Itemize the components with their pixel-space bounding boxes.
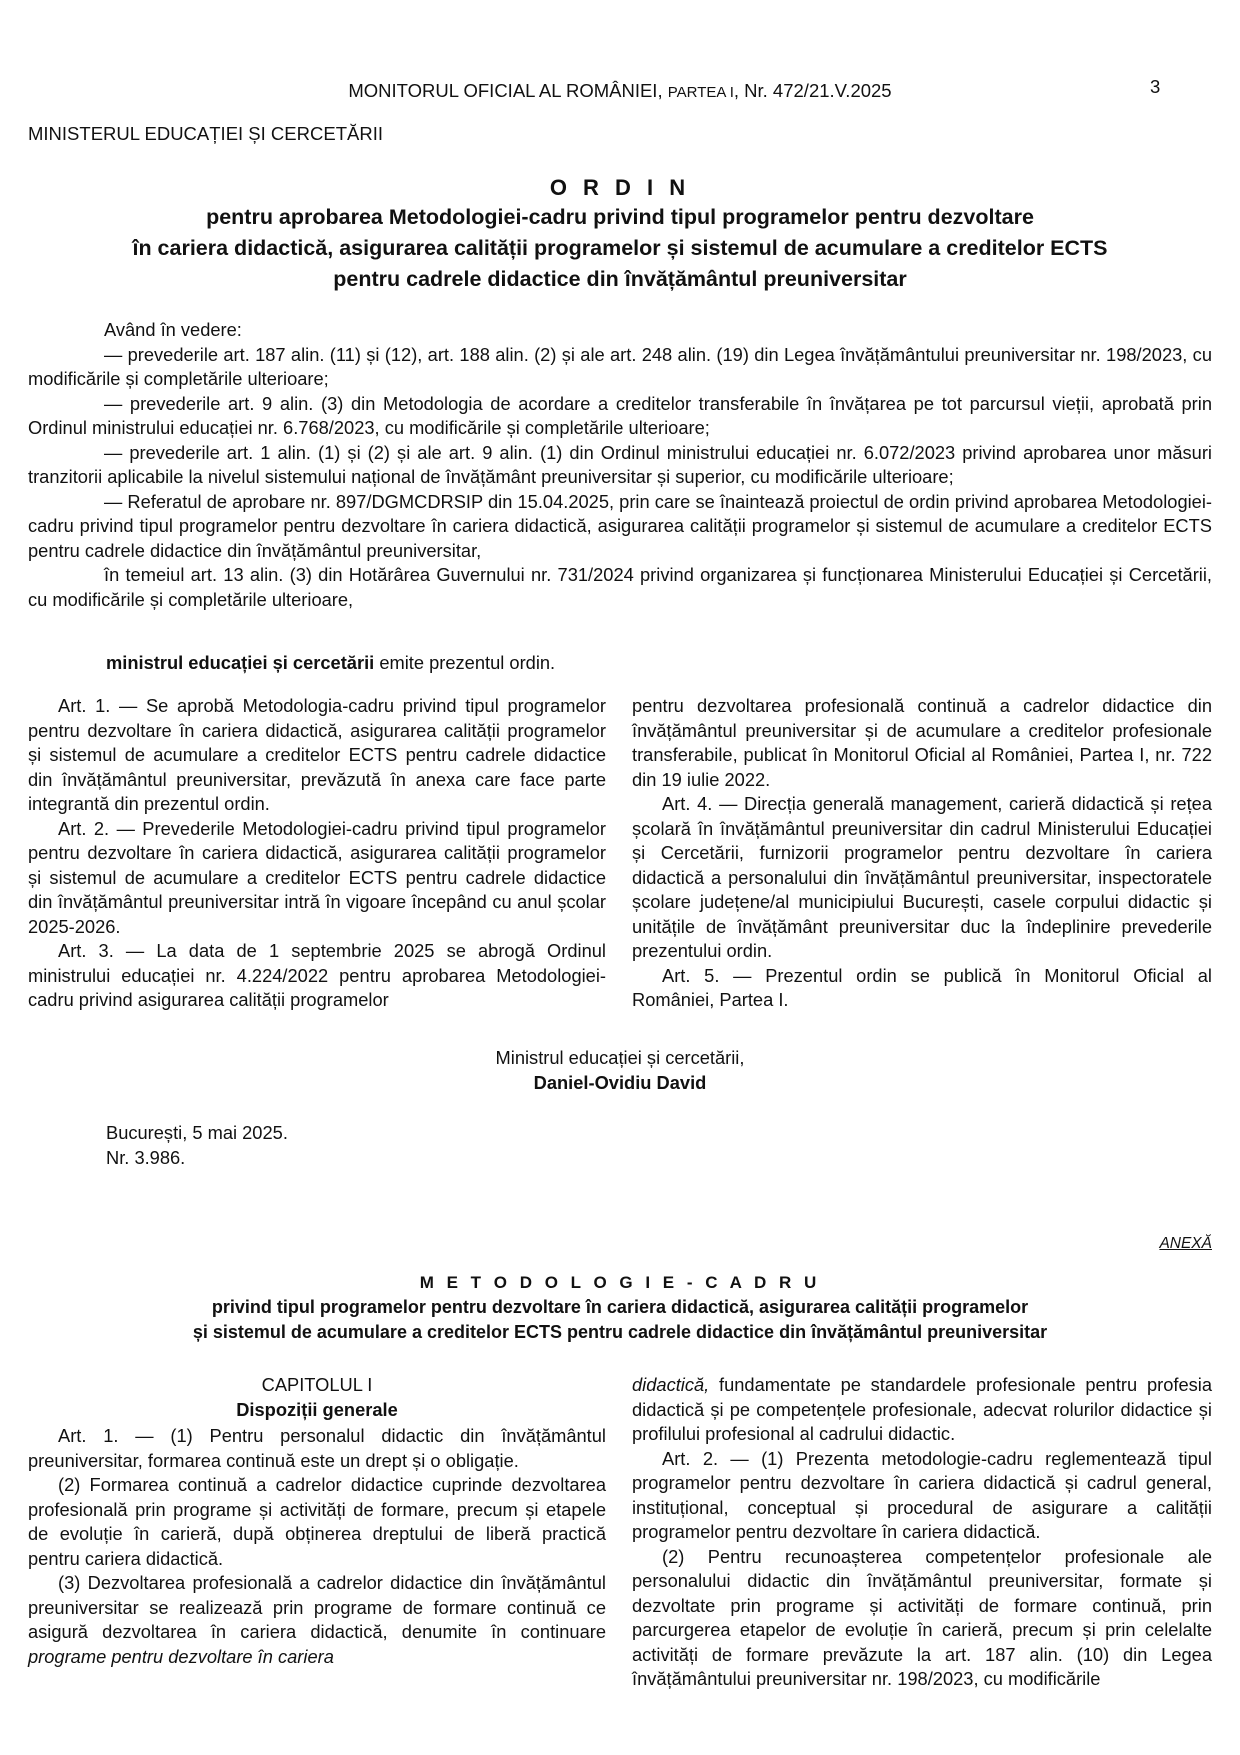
annex-title: M E T O D O L O G I E - C A D R U — [419, 1273, 821, 1292]
signatory-role: Ministrul educației și cercetării, — [495, 1047, 745, 1068]
issuer-bold: ministrul educației și cercetării — [106, 652, 375, 673]
journal-name: MONITORUL OFICIAL AL ROMÂNIEI, — [348, 80, 668, 101]
preamble-legal-basis: în temeiul art. 13 alin. (3) din Hotărârea Guvernului nr. 731/2024 privind organizarea și funcționarea Ministerului Educației și Cercetării, cu modificările și completările ulterioare, — [28, 564, 1212, 610]
page-number: 3 — [1150, 76, 1161, 97]
annex-art1-para3-cont-italic: didactică, — [632, 1374, 710, 1395]
order-subtitle-2: în cariera didactică, asigurarea calității programelor și sistemul de acumulare a creditelor ECTS — [132, 236, 1108, 260]
running-header — [0, 80, 1240, 102]
article-1: Art. 1. — Se aprobă Metodologia-cadru privind tipul programelor pentru dezvoltare în cariera didactică, asigurarea calității programelor și sistemul de acumulare a creditelor ECTS pentru cadrele didactice din învățământul preuniversitar, prevăzută în anexa care face parte integrantă din prezentul ordin. — [28, 695, 606, 814]
annex-label: ANEXĂ — [1159, 1235, 1212, 1252]
article-3: Art. 3. — La data de 1 septembrie 2025 se abrogă Ordinul ministrului educației nr. 4.224/2022 pentru aprobarea Metodologiei-cadru privind asigurarea calității programelor — [28, 940, 606, 1010]
annex-subtitle-1: privind tipul programelor pentru dezvoltare în cariera didactică, asigurarea calității programelor — [211, 1297, 1029, 1317]
chapter-title: Dispoziții generale — [236, 1398, 398, 1420]
preamble-item: — prevederile art. 187 alin. (11) și (12), art. 188 alin. (2) și ale art. 248 alin. (19) din Legea învățământului preuniversitar nr. 198/2023, cu modificările și completările ulterioare; — [28, 343, 1212, 389]
preamble-item: — prevederile art. 9 alin. (3) din Metodologia de acordare a creditelor transferabile în învățarea pe tot parcursul vieții, aprobată prin Ordinul ministrului educației nr. 6.768/2023, cu modificările și completările ulterioare; — [28, 392, 1212, 438]
annex-left-column — [28, 1373, 606, 1669]
annex-right-column — [632, 1373, 1212, 1692]
preamble — [28, 318, 1212, 612]
annex-art2-para2: (2) Pentru recunoașterea competențelor profesionale ale personalului didactic din învățământul preuniversitar, formate și dezvoltate prin programe și activități de formare continuă, prin parcurgerea etapelor de evoluție în carieră, precum și prin celelalte activități de formare prevăzute la art. 187 alin. (10) din Legea învățământului preuniversitar nr. 198/2023, cu modificările — [632, 1545, 1212, 1689]
annex-art1-para2: (2) Formarea continuă a cadrelor didactice cuprinde dezvoltarea profesională prin programe și activități de formare, precum și etapele de evoluție în carieră, după obținerea dreptului de liberă practică pentru cariera didactică. — [28, 1474, 606, 1569]
order-title: O R D I N — [549, 175, 691, 200]
preamble-item: — prevederile art. 1 alin. (1) și (2) și ale art. 9 alin. (1) din Ordinul ministrului educației nr. 6.072/2023 privind aprobarea unor măsuri tranzitorii aplicabile la nivelul sistemului național de învățământ preuniversitar și superior, cu modificările ulterioare; — [28, 441, 1212, 487]
issuer-rest: emite prezentul ordin. — [374, 652, 556, 673]
article-5: Art. 5. — Prezentul ordin se publică în Monitorul Oficial al României, Partea I. — [632, 964, 1212, 1010]
signatory-name: Daniel-Ovidiu David — [533, 1072, 707, 1093]
order-subtitle-1: pentru aprobarea Metodologiei-cadru privind tipul programelor pentru dezvoltare — [206, 205, 1034, 229]
order-subtitle-3: pentru cadrele didactice din învățământul preuniversitar — [333, 267, 907, 291]
issuer-line — [106, 651, 555, 676]
order-number: Nr. 3.986. — [106, 1147, 186, 1168]
annex-art1-para3-text: (3) Dezvoltarea profesională a cadrelor didactice din învățământul preuniversitar se realizează prin programe de formare continuă ce asigură dezvoltarea în cariera didactică, denumite în continuare — [28, 1572, 606, 1642]
annex-art1-para3 — [28, 1571, 606, 1669]
place-date: București, 5 mai 2025. — [106, 1122, 288, 1143]
ministry-name: MINISTERUL EDUCAȚIEI ȘI CERCETĂRII — [28, 123, 383, 144]
preamble-item: — Referatul de aprobare nr. 897/DGMCDRSIP din 15.04.2025, prin care se înaintează proiectul de ordin privind aprobarea Metodologiei-cadru privind tipul programelor pentru dezvoltare în cariera didactică, asigurarea calității programelor și sistemul de acumulare a creditelor ECTS pentru cadrele didactice din învățământul preuniversitar, — [28, 490, 1212, 561]
journal-part: PARTEA I — [667, 84, 734, 101]
article-4: Art. 4. — Direcția generală management, carieră didactică și rețea școlară în învățământul preuniversitar din cadrul Ministerului Educației și Cercetării, furnizorii programelor pentru dezvoltare în cariera didactică a personalului din învățământul preuniversitar, inspectoratele școlare județene/al municipiului București, casele corpului didactic și unitățile de învățământ preuniversitar duc la îndeplinire prevederile prezentului ordin. — [632, 793, 1212, 961]
preamble-intro: Având în vedere: — [104, 319, 242, 340]
articles-right-column — [632, 694, 1212, 1013]
article-2: Art. 2. — Prevederile Metodologiei-cadru privind tipul programelor pentru dezvoltare în cariera didactică, asigurarea calității programelor și sistemul de acumulare a creditelor ECTS pentru cadrele didactice din învățământul preuniversitar intră în vigoare începând cu anul școlar 2025-2026. — [28, 817, 606, 937]
journal-issue: , Nr. 472/21.V.2025 — [733, 80, 892, 101]
annex-art1-para3-continued — [632, 1373, 1212, 1447]
annex-subtitle-2: și sistemul de acumulare a creditelor ECTS pentru cadrele didactice din învățământul preuniversitar — [192, 1322, 1048, 1342]
annex-art1-para1: Art. 1. — (1) Pentru personalul didactic din învățământul preuniversitar, formarea continuă este un drept și o obligație. — [28, 1425, 606, 1471]
annex-art1-para3-cont-text: fundamentate pe standardele profesionale pentru profesia didactică și pe competențele profesionale, adecvat rolurilor didactice și profilului profesional al cadrului didactic. — [632, 1374, 1212, 1444]
annex-art1-para3-italic: programe pentru dezvoltare în cariera — [28, 1645, 334, 1667]
articles-left-column — [28, 694, 606, 1013]
annex-art2-para1: Art. 2. — (1) Prezenta metodologie-cadru reglementează tipul programelor pentru dezvoltare în cariera didactică și cadrul general, instituțional, conceptual și procedural de asigurare a calității programelor pentru dezvoltare în cariera didactică. — [632, 1447, 1212, 1542]
chapter-heading: CAPITOLUL I — [261, 1374, 373, 1395]
article-3-continued: pentru dezvoltarea profesională continuă a cadrelor didactice din învățământul preuniversitar și de acumulare a creditelor profesionale transferabile, publicat în Monitorul Oficial al României, Partea I, nr. 722 din 19 iulie 2022. — [632, 695, 1212, 790]
